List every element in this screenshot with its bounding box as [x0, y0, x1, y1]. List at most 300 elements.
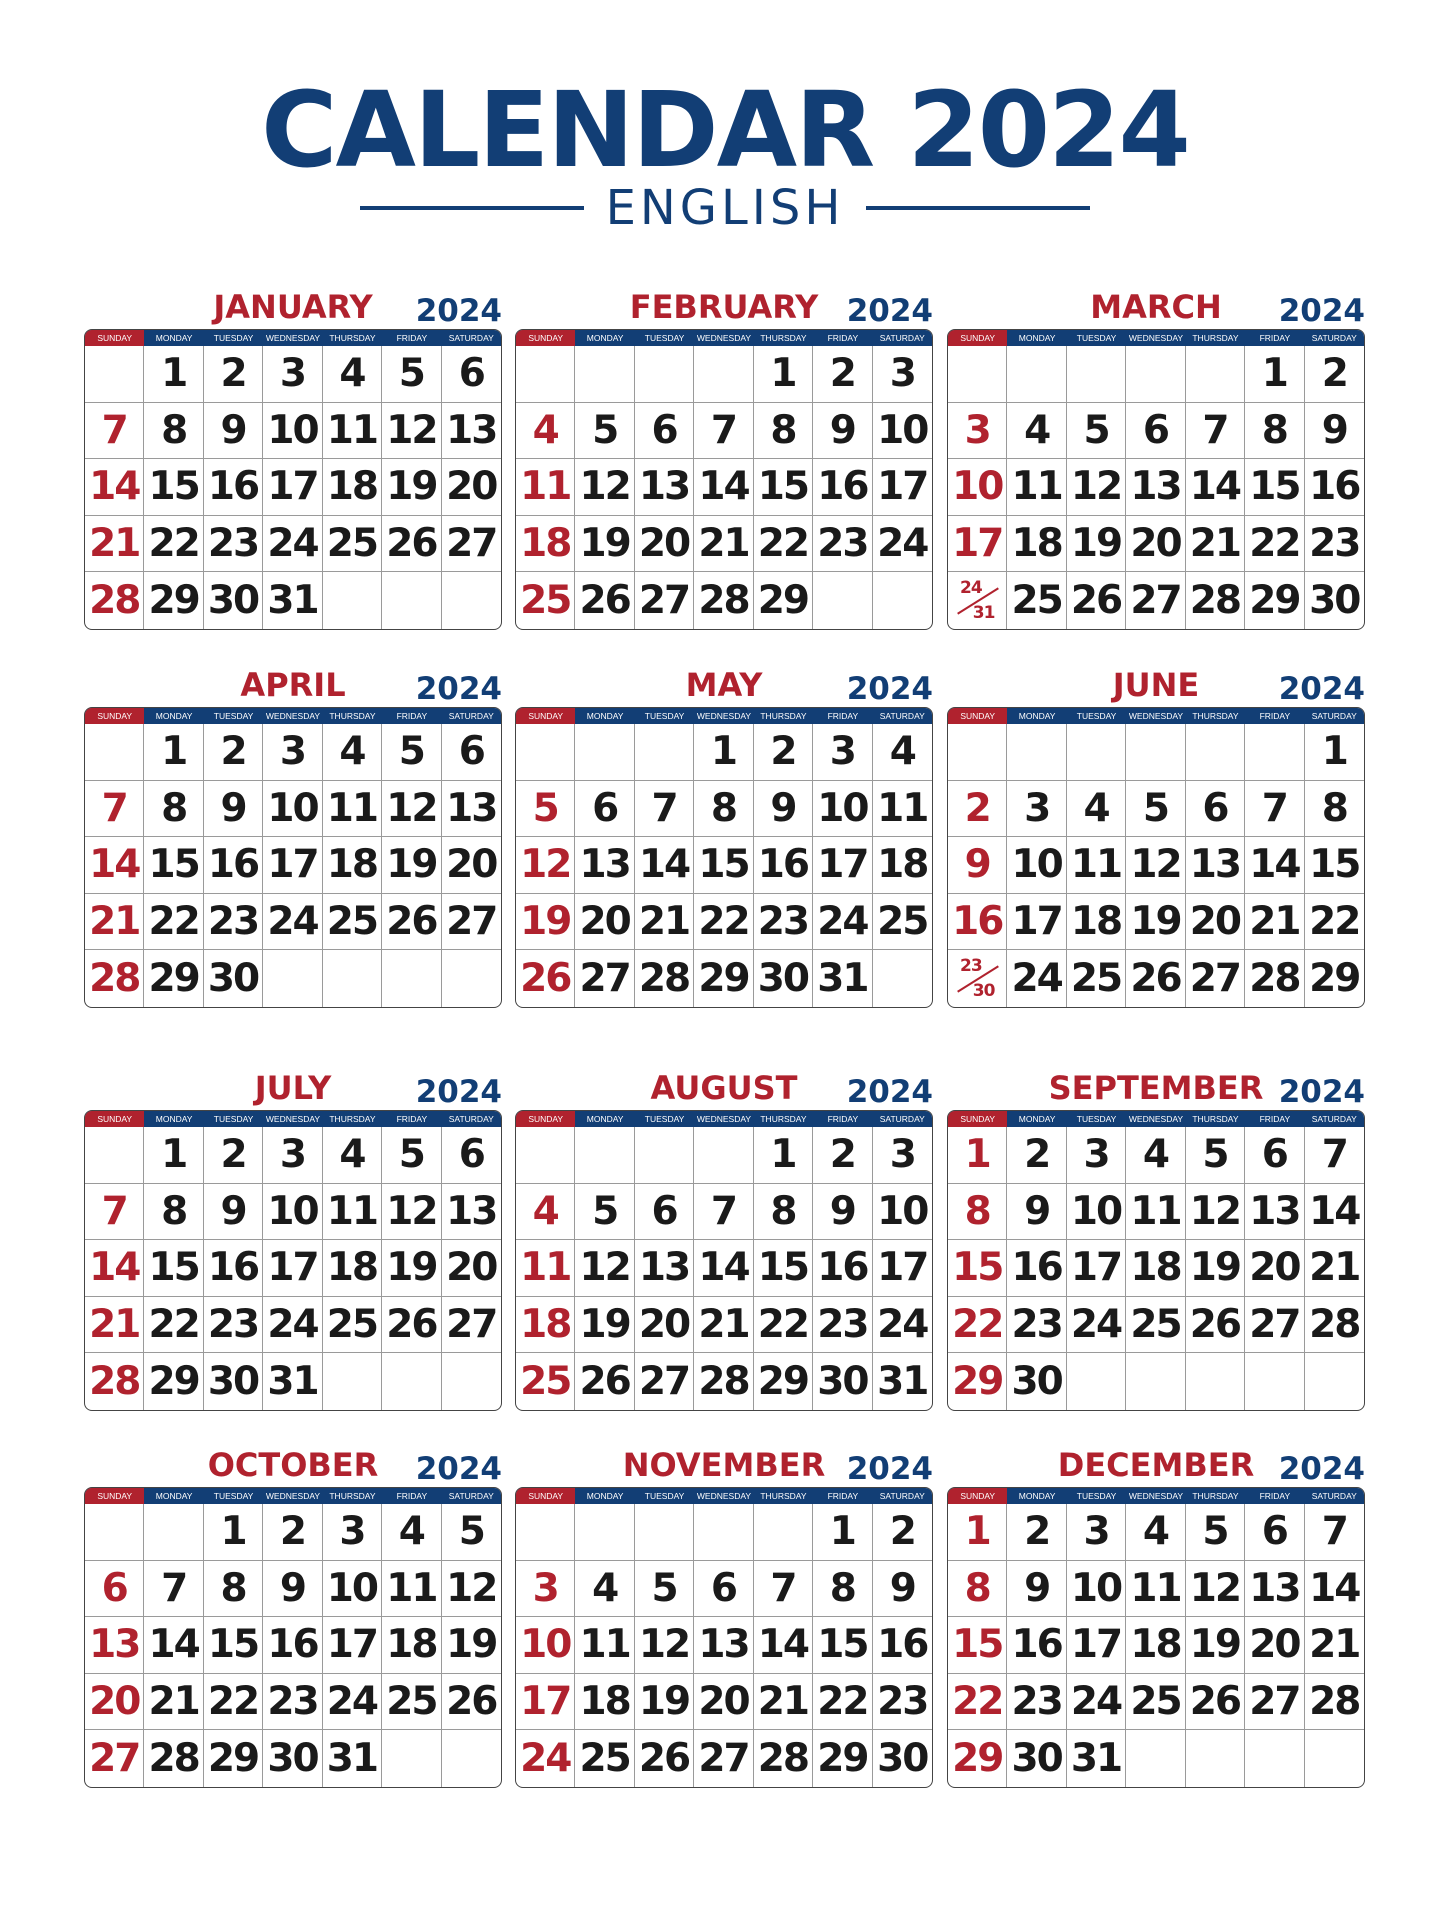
- day-cell: 14: [1186, 459, 1245, 516]
- weekday-label: THURSDAY: [329, 333, 376, 343]
- day-cell: 2: [263, 1504, 322, 1561]
- weekday-label: WEDNESDAY: [1128, 333, 1184, 343]
- weekday-label: TUESDAY: [213, 333, 254, 343]
- day-cell: 7: [85, 403, 144, 460]
- weekday-label: MONDAY: [586, 1114, 624, 1124]
- day-cell: 5: [1186, 1127, 1245, 1184]
- day-cell: 22: [1245, 516, 1304, 573]
- day-cell: 11: [873, 781, 932, 838]
- day-cell: 12: [382, 403, 441, 460]
- weekday-label: TUESDAY: [1076, 711, 1117, 721]
- month-year: 2024: [1278, 671, 1365, 707]
- day-cell: 23: [754, 894, 813, 951]
- empty-cell: [323, 1353, 382, 1410]
- empty-cell: [85, 1127, 144, 1184]
- day-cell: 27: [635, 1353, 694, 1410]
- day-cell: 13: [635, 1240, 694, 1297]
- day-cell: 10: [1067, 1561, 1126, 1618]
- day-cell: 22: [694, 894, 753, 951]
- weekday-label: SATURDAY: [879, 1491, 925, 1501]
- weekday-label: SATURDAY: [1311, 1491, 1357, 1501]
- weekday-label: FRIDAY: [827, 333, 859, 343]
- day-cell: 24: [1067, 1674, 1126, 1731]
- month-header: [515, 285, 933, 329]
- month-table: [84, 1487, 502, 1788]
- day-cell: 19: [442, 1617, 501, 1674]
- weekday-label: SATURDAY: [448, 333, 494, 343]
- weekday-label: FRIDAY: [1259, 1114, 1291, 1124]
- day-cell: 9: [1305, 403, 1364, 460]
- day-cell: 22: [754, 516, 813, 573]
- day-cell: 19: [382, 837, 441, 894]
- day-cell: 2: [873, 1504, 932, 1561]
- weekday-label: THURSDAY: [760, 1114, 807, 1124]
- weekday-label: MONDAY: [155, 711, 193, 721]
- day-cell: 8: [1305, 781, 1364, 838]
- empty-cell: [575, 1504, 634, 1561]
- split-day-bottom: 30: [972, 980, 995, 1001]
- day-cell: 20: [1186, 894, 1245, 951]
- day-cell: 14: [85, 837, 144, 894]
- month-table: [84, 329, 502, 630]
- month-name: JANUARY: [213, 288, 373, 326]
- day-cell: 10: [516, 1617, 575, 1674]
- day-cell: 16: [204, 459, 263, 516]
- weekday-header-row: [85, 1111, 501, 1127]
- month-table: [947, 707, 1365, 1008]
- day-cell: 8: [754, 403, 813, 460]
- empty-cell: [635, 1127, 694, 1184]
- day-cell: 11: [323, 403, 382, 460]
- empty-cell: [1126, 724, 1185, 781]
- day-cell: 9: [1007, 1184, 1066, 1241]
- day-cell: 13: [635, 459, 694, 516]
- day-cell: 22: [144, 1297, 203, 1354]
- month-header: [84, 1066, 502, 1110]
- month-december: [947, 1443, 1365, 1788]
- month-table: [947, 1487, 1365, 1788]
- empty-cell: [1245, 1353, 1304, 1410]
- empty-cell: [442, 950, 501, 1007]
- empty-cell: [635, 1504, 694, 1561]
- day-cell: 20: [1245, 1617, 1304, 1674]
- day-cell: 5: [1067, 403, 1126, 460]
- empty-cell: [813, 572, 872, 629]
- day-cell: 18: [323, 1240, 382, 1297]
- day-cell: 20: [1126, 516, 1185, 573]
- subtitle-row: [360, 182, 1090, 234]
- day-cell: 8: [144, 403, 203, 460]
- weekday-label: FRIDAY: [396, 711, 428, 721]
- day-cell: 25: [1126, 1297, 1185, 1354]
- day-cell: 5: [382, 1127, 441, 1184]
- day-cell: 14: [635, 837, 694, 894]
- day-cell: 16: [263, 1617, 322, 1674]
- day-cell: 14: [1245, 837, 1304, 894]
- day-cell: 10: [1007, 837, 1066, 894]
- empty-cell: [85, 724, 144, 781]
- day-cell: 13: [694, 1617, 753, 1674]
- weekday-label: TUESDAY: [644, 711, 685, 721]
- day-cell: 27: [694, 1730, 753, 1787]
- split-day-cell: [948, 572, 1007, 629]
- day-cell: 4: [1126, 1504, 1185, 1561]
- day-cell: 8: [1245, 403, 1304, 460]
- day-cell: 20: [442, 837, 501, 894]
- day-cell: 9: [204, 781, 263, 838]
- weekday-label: SUNDAY: [85, 1488, 144, 1504]
- empty-cell: [442, 1730, 501, 1787]
- weekday-label: FRIDAY: [396, 1491, 428, 1501]
- day-cell: 11: [1126, 1561, 1185, 1618]
- days-grid: [516, 1127, 932, 1410]
- month-august: [515, 1066, 933, 1411]
- weekday-label: SUNDAY: [516, 1488, 575, 1504]
- day-cell: 23: [813, 1297, 872, 1354]
- day-cell: 19: [1126, 894, 1185, 951]
- empty-cell: [516, 1504, 575, 1561]
- day-cell: 10: [873, 403, 932, 460]
- month-header: [515, 663, 933, 707]
- day-cell: 6: [1245, 1504, 1304, 1561]
- empty-cell: [948, 724, 1007, 781]
- day-cell: 10: [323, 1561, 382, 1618]
- day-cell: 19: [1067, 516, 1126, 573]
- day-cell: 9: [204, 403, 263, 460]
- day-cell: 11: [575, 1617, 634, 1674]
- month-may: [515, 663, 933, 1008]
- day-cell: 9: [873, 1561, 932, 1618]
- empty-cell: [1126, 346, 1185, 403]
- day-cell: 23: [873, 1674, 932, 1731]
- weekday-label: SUNDAY: [516, 330, 575, 346]
- day-cell: 26: [442, 1674, 501, 1731]
- day-cell: 11: [1007, 459, 1066, 516]
- day-cell: 1: [754, 1127, 813, 1184]
- day-cell: 15: [948, 1240, 1007, 1297]
- day-cell: 19: [382, 459, 441, 516]
- empty-cell: [323, 572, 382, 629]
- day-cell: 15: [1305, 837, 1364, 894]
- weekday-label: MONDAY: [155, 1114, 193, 1124]
- day-cell: 12: [1186, 1184, 1245, 1241]
- weekday-label: THURSDAY: [329, 1491, 376, 1501]
- split-day-bottom: 31: [972, 602, 995, 623]
- month-header: [84, 1443, 502, 1487]
- month-header: [947, 663, 1365, 707]
- month-name: SEPTEMBER: [1048, 1069, 1264, 1107]
- empty-cell: [575, 724, 634, 781]
- page-title: CALENDAR 2024: [261, 69, 1189, 191]
- weekday-label: THURSDAY: [1192, 711, 1239, 721]
- month-table: [515, 1487, 933, 1788]
- empty-cell: [442, 1353, 501, 1410]
- empty-cell: [516, 346, 575, 403]
- weekday-label: MONDAY: [1018, 1491, 1056, 1501]
- month-header: [84, 285, 502, 329]
- day-cell: 13: [575, 837, 634, 894]
- day-cell: 17: [516, 1674, 575, 1731]
- weekday-label: MONDAY: [1018, 711, 1056, 721]
- day-cell: 7: [144, 1561, 203, 1618]
- day-cell: 24: [323, 1674, 382, 1731]
- empty-cell: [575, 1127, 634, 1184]
- weekday-label: TUESDAY: [644, 1491, 685, 1501]
- day-cell: 26: [382, 894, 441, 951]
- empty-cell: [1067, 1353, 1126, 1410]
- day-cell: 25: [1126, 1674, 1185, 1731]
- empty-cell: [1067, 724, 1126, 781]
- day-cell: 5: [1186, 1504, 1245, 1561]
- day-cell: 12: [1126, 837, 1185, 894]
- day-cell: 10: [1067, 1184, 1126, 1241]
- day-cell: 9: [813, 1184, 872, 1241]
- day-cell: 31: [263, 572, 322, 629]
- day-cell: 1: [144, 724, 203, 781]
- month-april: [84, 663, 502, 1008]
- weekday-label: TUESDAY: [213, 1114, 254, 1124]
- day-cell: 31: [877, 1358, 928, 1404]
- month-year: 2024: [846, 671, 933, 707]
- empty-cell: [1126, 1353, 1185, 1410]
- day-cell: 17: [948, 516, 1007, 573]
- month-year: 2024: [846, 1074, 933, 1110]
- day-cell: 5: [382, 346, 441, 403]
- day-cell: 4: [516, 403, 575, 460]
- weekday-label: WEDNESDAY: [265, 1491, 321, 1501]
- day-cell: 6: [635, 1184, 694, 1241]
- day-cell: 27: [1245, 1297, 1304, 1354]
- day-cell: 29: [1309, 955, 1360, 1001]
- day-cell: 3: [1007, 781, 1066, 838]
- day-cell: 9: [754, 781, 813, 838]
- month-year: 2024: [415, 671, 502, 707]
- day-cell: 7: [85, 1184, 144, 1241]
- day-cell: 15: [144, 459, 203, 516]
- weekday-label: MONDAY: [155, 333, 193, 343]
- day-cell: 28: [1245, 950, 1304, 1007]
- weekday-label: FRIDAY: [1259, 333, 1291, 343]
- day-cell: 6: [442, 724, 501, 781]
- day-cell: 20: [442, 1240, 501, 1297]
- weekday-label: MONDAY: [1018, 333, 1056, 343]
- day-cell: 6: [694, 1561, 753, 1618]
- empty-cell: [694, 1504, 753, 1561]
- weekday-label: MONDAY: [586, 333, 624, 343]
- weekday-label: WEDNESDAY: [696, 711, 752, 721]
- weekday-label: TUESDAY: [644, 333, 685, 343]
- weekday-label: SATURDAY: [879, 711, 925, 721]
- day-cell: 22: [754, 1297, 813, 1354]
- month-name: DECEMBER: [1057, 1446, 1255, 1484]
- day-cell: 21: [754, 1674, 813, 1731]
- day-cell: 12: [382, 1184, 441, 1241]
- empty-cell: [694, 346, 753, 403]
- split-day: [948, 950, 1006, 1007]
- day-cell: 21: [694, 1297, 753, 1354]
- month-name: JUNE: [1112, 666, 1200, 704]
- day-cell: 30: [1007, 1730, 1066, 1787]
- day-cell: 30: [1309, 577, 1360, 623]
- empty-cell: [1305, 1353, 1364, 1410]
- day-cell: 23: [204, 894, 263, 951]
- day-cell: 10: [263, 781, 322, 838]
- split-day: [948, 572, 1006, 629]
- day-cell: 15: [813, 1617, 872, 1674]
- day-cell: 28: [1305, 1674, 1364, 1731]
- day-cell: 27: [1126, 572, 1185, 629]
- day-cell: 22: [204, 1674, 263, 1731]
- day-cell: 25: [1007, 572, 1066, 629]
- day-cell: 13: [1245, 1184, 1304, 1241]
- day-cell: 26: [575, 572, 634, 629]
- day-cell: 28: [694, 1353, 753, 1410]
- day-cell: 11: [1067, 837, 1126, 894]
- days-grid: [85, 1504, 501, 1787]
- day-cell: 21: [635, 894, 694, 951]
- day-cell: 30: [813, 1353, 872, 1410]
- weekday-label: MONDAY: [1018, 1114, 1056, 1124]
- empty-cell: [1067, 346, 1126, 403]
- day-cell: 17: [263, 459, 322, 516]
- day-cell: 21: [85, 1297, 144, 1354]
- day-cell: 28: [1186, 572, 1245, 629]
- days-grid: [85, 724, 501, 1007]
- day-cell: 20: [1245, 1240, 1304, 1297]
- day-cell: 16: [1007, 1240, 1066, 1297]
- weekday-label: SATURDAY: [879, 333, 925, 343]
- day-cell: 25: [382, 1674, 441, 1731]
- day-cell: 24: [263, 516, 322, 573]
- day-cell: 30: [204, 572, 263, 629]
- day-cell: 28: [144, 1730, 203, 1787]
- day-cell: 17: [1067, 1617, 1126, 1674]
- day-cell: 25: [323, 1297, 382, 1354]
- day-cell: 7: [754, 1561, 813, 1618]
- weekday-label: SUNDAY: [948, 708, 1007, 724]
- day-cell: 18: [1126, 1240, 1185, 1297]
- day-cell: 22: [948, 1297, 1007, 1354]
- weekday-label: SATURDAY: [1311, 711, 1357, 721]
- empty-cell: [85, 1504, 144, 1561]
- day-cell: 14: [144, 1617, 203, 1674]
- weekday-label: MONDAY: [586, 711, 624, 721]
- day-cell: 15: [948, 1617, 1007, 1674]
- day-cell: 27: [442, 1297, 501, 1354]
- month-name: FEBRUARY: [629, 288, 819, 326]
- day-cell: 20: [575, 894, 634, 951]
- day-cell: 1: [948, 1127, 1007, 1184]
- day-cell: 4: [323, 1127, 382, 1184]
- empty-cell: [516, 724, 575, 781]
- weekday-label: THURSDAY: [329, 1114, 376, 1124]
- day-cell: 12: [1067, 459, 1126, 516]
- day-cell: 14: [694, 459, 753, 516]
- weekday-header-row: [516, 1488, 932, 1504]
- day-cell: 24: [1067, 1297, 1126, 1354]
- day-cell: 14: [694, 1240, 753, 1297]
- day-cell: 3: [1067, 1127, 1126, 1184]
- day-cell: 13: [442, 781, 501, 838]
- month-june: [947, 663, 1365, 1008]
- day-cell: 4: [1007, 403, 1066, 460]
- day-cell: 4: [1067, 781, 1126, 838]
- day-cell: 1: [204, 1504, 263, 1561]
- day-cell: 31: [813, 950, 872, 1007]
- day-cell: 10: [948, 459, 1007, 516]
- weekday-label: SUNDAY: [948, 1488, 1007, 1504]
- day-cell: 9: [204, 1184, 263, 1241]
- day-cell: 21: [1245, 894, 1304, 951]
- left-rule: [360, 206, 584, 210]
- day-cell: 15: [754, 1240, 813, 1297]
- empty-cell: [1186, 1730, 1245, 1787]
- day-cell: 3: [263, 1127, 322, 1184]
- empty-cell: [382, 1730, 441, 1787]
- weekday-label: THURSDAY: [1192, 333, 1239, 343]
- weekday-label: SUNDAY: [516, 1111, 575, 1127]
- weekday-label: SATURDAY: [1311, 333, 1357, 343]
- day-cell: 10: [263, 403, 322, 460]
- days-grid: [948, 1127, 1364, 1410]
- day-cell: 15: [144, 837, 203, 894]
- weekday-label: SATURDAY: [448, 711, 494, 721]
- empty-cell: [1245, 724, 1304, 781]
- empty-cell: [694, 1127, 753, 1184]
- day-cell: 8: [948, 1561, 1007, 1618]
- month-february: [515, 285, 933, 630]
- day-cell: 23: [204, 516, 263, 573]
- month-september: [947, 1066, 1365, 1411]
- month-year: 2024: [415, 1451, 502, 1487]
- month-july: [84, 1066, 502, 1411]
- empty-cell: [516, 1127, 575, 1184]
- day-cell: 29: [948, 1730, 1007, 1787]
- day-cell: 19: [1186, 1617, 1245, 1674]
- month-name: OCTOBER: [207, 1446, 379, 1484]
- empty-cell: [382, 572, 441, 629]
- day-cell: 9: [263, 1561, 322, 1618]
- empty-cell: [575, 346, 634, 403]
- day-cell: 3: [948, 403, 1007, 460]
- day-cell: 8: [813, 1561, 872, 1618]
- day-cell: 2: [813, 346, 872, 403]
- day-cell: 25: [1067, 950, 1126, 1007]
- empty-cell: [1186, 1353, 1245, 1410]
- day-cell: 19: [1186, 1240, 1245, 1297]
- day-cell: 21: [85, 894, 144, 951]
- day-cell: 21: [1305, 1617, 1364, 1674]
- day-cell: 26: [382, 516, 441, 573]
- day-cell: 24: [263, 894, 322, 951]
- weekday-label: MONDAY: [155, 1491, 193, 1501]
- day-cell: 16: [813, 459, 872, 516]
- day-cell: 5: [635, 1561, 694, 1618]
- day-cell: 2: [1007, 1504, 1066, 1561]
- month-march: [947, 285, 1365, 630]
- day-cell: 7: [1245, 781, 1304, 838]
- weekday-label: TUESDAY: [1076, 1491, 1117, 1501]
- day-cell: 21: [1186, 516, 1245, 573]
- month-year: 2024: [1278, 1451, 1365, 1487]
- day-cell: 17: [1067, 1240, 1126, 1297]
- day-cell: 30: [1007, 1353, 1066, 1410]
- weekday-label: WEDNESDAY: [265, 1114, 321, 1124]
- day-cell: 3: [263, 346, 322, 403]
- day-cell: 13: [442, 403, 501, 460]
- weekday-header-row: [85, 330, 501, 346]
- day-cell: 27: [575, 950, 634, 1007]
